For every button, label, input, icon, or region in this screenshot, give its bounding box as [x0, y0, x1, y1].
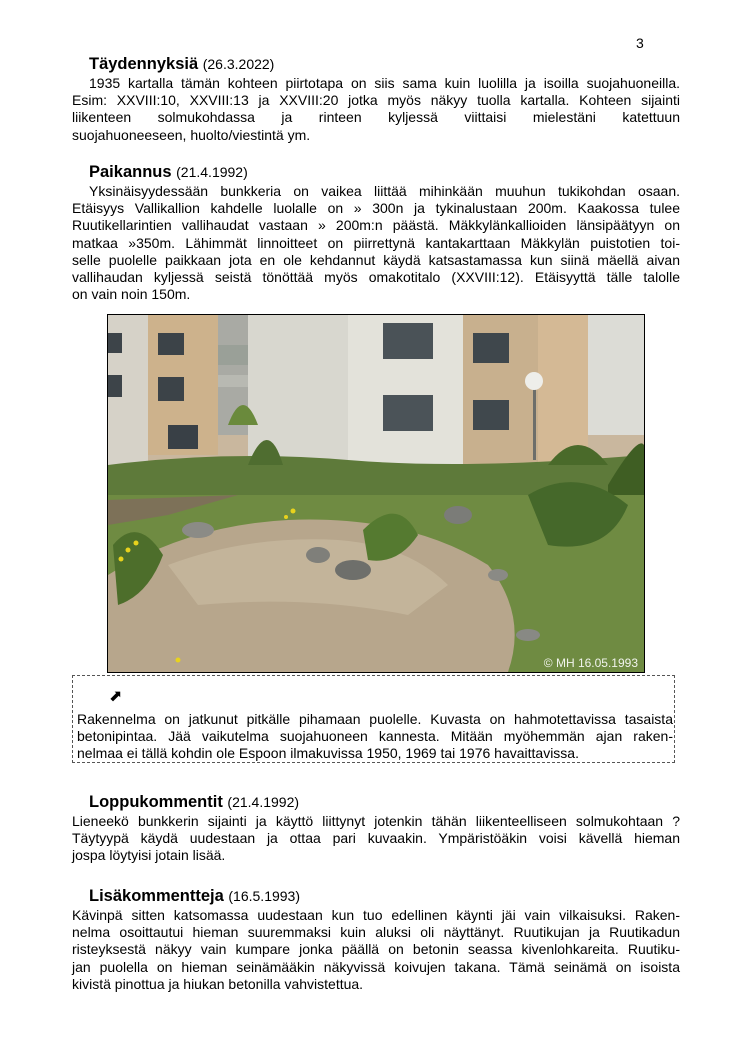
text-line: Lieneekö bunkkerin sijainti ja käyttö liittynyt jotenkin tähän liikenteelliseen solmukohtaan ? — [72, 813, 680, 829]
section-title: Paikannus — [89, 163, 172, 181]
section-date: (21.4.1992) — [176, 164, 248, 180]
arrow-icon: ⬈ — [109, 688, 123, 705]
text-line: suojahuoneeseen, huolto/viestintä ym. — [72, 126, 311, 143]
section-paragraph — [72, 183, 680, 303]
section-paragraph — [72, 813, 680, 865]
text-line: nelmaa ei tällä kohdin ole Espoon ilmakuvissa 1950, 1969 tai 1976 havaittavissa. — [77, 745, 579, 762]
text-line: nelma osoittautui hieman suuremmaksi kuin aluksi oli näyttänyt. Ruutikujan ja Ruutikadun — [72, 924, 680, 941]
section-date: (21.4.1992) — [227, 794, 300, 810]
text-line: jospa löytyisi jotain lisää. — [72, 847, 226, 864]
section-loppukommentit — [72, 792, 680, 865]
section-heading — [89, 162, 680, 182]
section-paragraph — [72, 75, 680, 144]
text-line: Täytyypä käydä uudestaan ja ottaa pari kuvaakin. Ympäristöäkin voisi kävellä hieman — [72, 830, 680, 847]
section-taydennyksia — [72, 54, 680, 144]
section-heading — [89, 54, 680, 74]
section-title: Täydennyksiä — [89, 55, 199, 73]
text-line: selle puolelle paikkaan jota en ole kehdannut käydä katsastamassa kun siinä mäellä aivan — [72, 251, 680, 268]
text-line: kivistä pinottua ja hiukan betonilla vahvistettua. — [72, 975, 364, 992]
section-title: Loppukommentit — [89, 793, 223, 811]
section-date: (26.3.2022) — [202, 56, 275, 72]
text-line: betonipintaa. Jää vaikutelma suojahuoneen kannesta. Mitään myöhemmän ajan raken- — [77, 728, 673, 745]
text-line: Esim: XXVIII:10, XXVIII:13 ja XXVIII:20 jotka myös näkyy tuolla kartalla. Kohteen sijainti — [72, 92, 680, 109]
section-heading — [89, 792, 680, 812]
text-line: Etäisyys Vallikallion kahdelle luolalle on » 300n ja tykinalustaan 200m. Kaakossa tulee — [72, 200, 680, 217]
photo-caption-box — [72, 675, 675, 763]
text-line: 1935 kartalla tämän kohteen piirtotapa on siis sama kuin luolilla ja isoilla suojahuoneilla. — [89, 75, 680, 91]
section-title: Lisäkommentteja — [89, 887, 224, 905]
section-heading — [89, 886, 680, 906]
page-number: 3 — [636, 35, 644, 51]
text-line: on vain noin 150m. — [72, 286, 191, 303]
text-line: Kävinpä sitten katsomassa uudestaan kun tuo edellinen käynti jäi vain vilkaisuksi. Raken- — [72, 907, 680, 923]
text-line: liikenteen solmukohdassa ja rinteen kyljessä viittaisi mielestäni katettuun — [72, 109, 680, 126]
text-line: Yksinäisyydessään bunkkeria on vaikea liittää mihinkään muuhun tukikohdan osaan. — [89, 183, 680, 199]
text-line: Rakennelma on jatkunut pitkälle pihamaan puolelle. Kuvasta on hahmotettavissa tasaista — [77, 711, 673, 727]
text-line: jan puolella on hieman seinämääkin näkyvissä koivujen takana. Tämä seinämä on isoista — [72, 958, 680, 975]
section-paikannus — [72, 162, 680, 303]
site-photo — [107, 314, 645, 673]
text-line: vallihaudan kyljessä seistä tönöttää myös omakotitalo (XXVIII:12). Etäisyyttä tälle talolle — [72, 269, 680, 286]
text-line: Ruutikellarintien vallihaudat vastaan » 200m:n päästä. Mäkkylänkallioiden länsipäätyyn on — [72, 217, 680, 234]
caption-paragraph — [77, 711, 673, 763]
photo-credit: © MH 16.05.1993 — [543, 656, 638, 670]
section-lisakommentteja — [72, 886, 680, 993]
text-line: risteyksestä näkyy vain kumpare jonka päällä on betonin seassa kivenlohkareita. Ruutiku- — [72, 941, 680, 958]
text-line: matkaa »350m. Lähimmät linnoitteet on piirrettynä kantakarttaan Mäkkylän puistotien toi- — [72, 234, 680, 251]
section-paragraph — [72, 907, 680, 993]
section-date: (16.5.1993) — [228, 888, 300, 904]
